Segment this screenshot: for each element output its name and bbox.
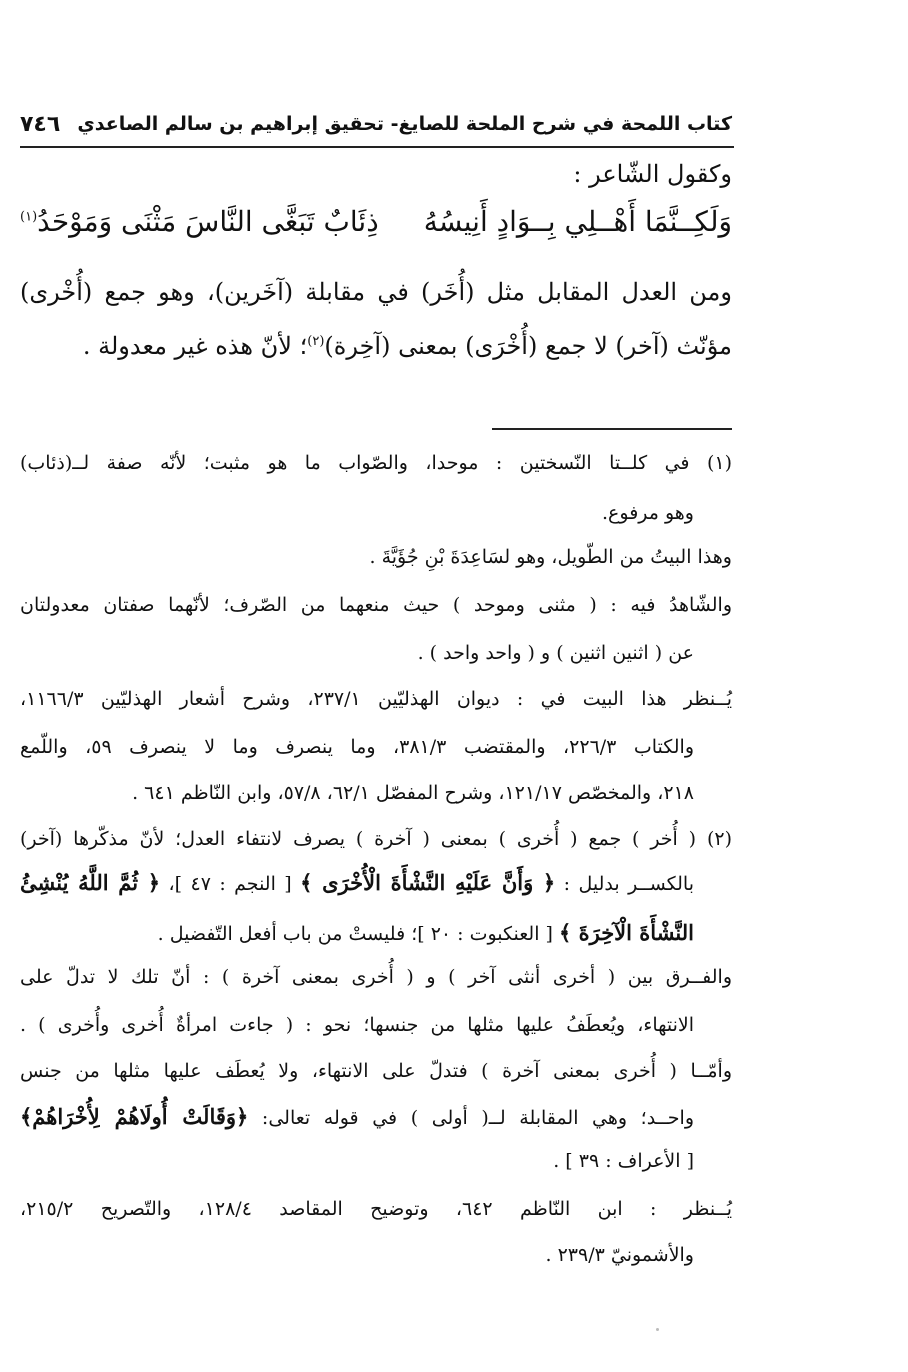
verse-second-hemistich-text: ذِئَابٌ تَبَغَّى النَّاسَ مَثْنَى وَمَوْحَدُ <box>37 205 379 238</box>
footnote-2-line-8: [ الأعراف : ٣٩ ] . <box>553 1150 694 1172</box>
poetry-verse <box>20 205 732 238</box>
footnote-1-line-7: والكتاب ٢٢٦/٣، والمقتضب ٣٨١/٣، وما ينصرف وما لا ينصرف ٥٩، واللّمع <box>20 736 695 758</box>
footnote-2-line-6: وأمّــا ( أُخرى بمعنى آخرة ) فتدلّ على الانتهاء، ولا يُعطَف عليها مثلها من جنس <box>20 1060 732 1082</box>
verse-intro: وكقول الشّاعر : <box>573 160 732 188</box>
footnote-ref-1: (١) <box>20 209 38 225</box>
quran-verse-araf: ﴿وَقَالَتْ أُولَاهُمْ لِأُخْرَاهُمْ﴾ <box>20 1104 249 1129</box>
footnote-1-line-8: ٢١٨، والمخصّص ١٢١/١٧، وشرح المفصّل ٦٢/١، ٥٧/٨، وابن النّاظم ٦٤١ . <box>132 782 694 804</box>
footnote-ref-2: (٢) <box>307 334 325 349</box>
body-paragraph-line-1: ومن العدل المقابل مثل (أُخَر) في مقابلة (آخَرين)، وهو جمع (أُخْرى) <box>20 278 732 306</box>
footnote-1-line-3: وهذا البيتُ من الطّويل، وهو لسَاعِدَةَ بْنِ جُؤَيَّةَ . <box>369 546 732 568</box>
citation-najm: [ النجم : ٤٧ ]، <box>168 873 292 895</box>
quran-verse-ankabut-end: النَّشْأَةَ الْآخِرَةَ ﴾ <box>558 920 694 945</box>
footnote-2-line-2-a: بالكســر بدليل : <box>563 873 695 895</box>
footnote-2-line-7-a: واحــد؛ وهي المقابلة لــ( أولى ) في قوله تعالى: <box>261 1107 694 1129</box>
footnote-2-line-3 <box>158 920 694 945</box>
footnote-2-line-1: (٢) ( أُخر ) جمع ( أُخرى ) بمعنى ( آخرة ) يصرف لانتفاء العدل؛ لأنّ مذكّرها (آخر) <box>20 828 732 850</box>
footnote-2-line-9: يُــنظر : ابن النّاظم ٦٤٢، وتوضيح المقاصد ١٢٨/٤، والتّصريح ٢١٥/٢، <box>20 1198 732 1220</box>
footnote-2-line-2 <box>20 870 694 895</box>
footnote-1-line-1: (١) في كلــتا النّسختين : موحدا، والصّواب ما هو مثبت؛ لأنّه صفة لــ(ذئاب) <box>20 452 732 474</box>
body-paragraph-line-2-a: مؤنّث (آخر) لا جمع (أُخْرَى) بمعنى (آخِرة) <box>324 332 732 360</box>
verse-first-hemistich: وَلَكِــنَّمَا أَهْــلِي بِــوَادٍ أَنِيسُهُ <box>423 205 732 238</box>
footnote-2-line-5: الانتهاء، ويُعطَفُ عليها مثلها من جنسها؛ نحو : ( جاءت امرأةٌ أُخرى وأُخرى ) . <box>20 1014 694 1036</box>
running-header <box>20 104 732 144</box>
footnote-2-line-4: والفــرق بين ( أخرى أنثى آخر ) و ( أُخرى بمعنى آخرة ) : أنّ تلك لا تدلّ على <box>20 966 732 988</box>
verse-second-hemistich <box>20 205 379 238</box>
body-paragraph-line-2-b: ؛ لأنّ هذه غير معدولة . <box>82 332 308 360</box>
footnote-2-line-3-text: [ العنكبوت : ٢٠ ]؛ فليستْ من باب أفعل التّفضيل . <box>157 923 553 945</box>
footnote-2-line-7 <box>20 1104 694 1129</box>
quran-verse-ankabut-start: ﴿ ثُمَّ اللَّهُ يُنْشِئُ <box>20 870 161 895</box>
body-paragraph-line-2 <box>83 332 732 360</box>
page-number: ٧٤٦ <box>20 111 61 137</box>
footnote-2-line-10: والأشمونيّ ٢٣٩/٣ . <box>545 1244 694 1266</box>
footnote-divider <box>492 428 732 430</box>
header-divider <box>20 146 734 148</box>
footnote-1-line-5: عن ( اثنين اثنين ) و ( واحد واحد ) . <box>417 642 694 664</box>
footnote-1-line-6: يُــنظر هذا البيت في : ديوان الهذليّين ٢٣٧/١، وشرح أشعار الهذليّين ١١٦٦/٣، <box>20 688 732 710</box>
scan-speck <box>656 1328 659 1331</box>
quran-verse-najm: ﴿ وَأَنَّ عَلَيْهِ النَّشْأَةَ الْأُخْرَى ﴾ <box>300 870 556 895</box>
footnote-1-line-2: وهو مرفوع. <box>602 502 694 524</box>
footnote-1-line-4: والشّاهدُ فيه : ( مثنى وموحد ) حيث منعهما من الصّرف؛ لأنّهما صفتان معدولتان <box>20 594 732 616</box>
book-title: كتاب اللمحة في شرح الملحة للصايغ- تحقيق إبراهيم بن سالم الصاعدي <box>77 113 732 135</box>
